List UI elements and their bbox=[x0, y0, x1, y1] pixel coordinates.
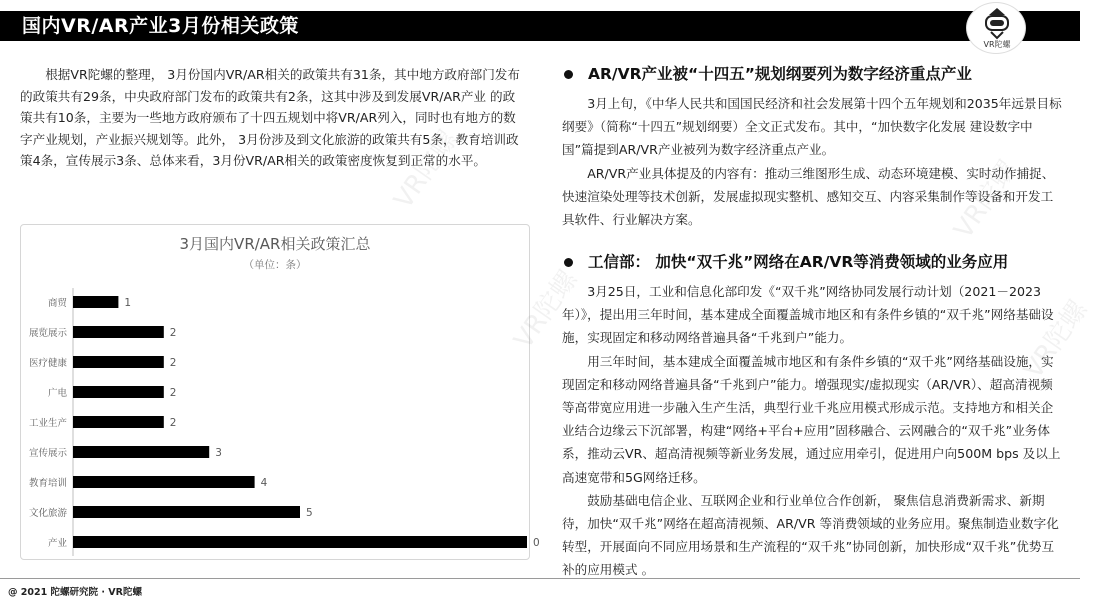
section-heading-text: 工信部： 加快“双千兆”网络在AR/VR等消费领域的业务应用 bbox=[588, 253, 1009, 271]
bar-value-label: 2 bbox=[169, 327, 177, 339]
chart-subtitle: （单位：条） bbox=[243, 259, 307, 271]
vr-headset-mascot-icon bbox=[979, 6, 1015, 40]
bar bbox=[73, 446, 209, 458]
section-heading bbox=[562, 62, 1062, 86]
bar-value-label: 4 bbox=[260, 477, 268, 489]
watermark: VR陀螺 bbox=[508, 265, 584, 355]
bullet-dot-icon bbox=[564, 70, 573, 79]
bar-value-label: 3 bbox=[215, 447, 222, 459]
footer-copyright: @ 2021 陀螺研究院 · VR陀螺 bbox=[8, 587, 142, 598]
bar bbox=[73, 416, 164, 428]
bar bbox=[73, 536, 527, 548]
bar-value-label: 2 bbox=[169, 387, 177, 399]
category-tick-label: 工业生产 bbox=[28, 418, 67, 429]
bar-value-label: 1 bbox=[124, 297, 132, 309]
paragraph: 3月上旬，《中华人民共和国国民经济和社会发展第十四个五年规划和2035年远景目标纲要》（简称“十四五”规划纲要）全文正式发布。其中，“加快数字化发展 建设数字中国”篇提到AR/VR产业被列为数字经济重点产业。 bbox=[562, 96, 1062, 158]
bar bbox=[73, 326, 164, 338]
paragraph: AR/VR产业具体提及的内容有：推动三维图形生成、动态环境建模、实时动作捕捉、快速渲染处理等技术创新，发展虚拟现实整机、感知交互、内容采集制作等设备和开发工具软件、行业解决方案。 bbox=[562, 165, 1055, 228]
category-tick-label: 产业 bbox=[47, 538, 67, 549]
bullet-dot-icon bbox=[564, 258, 573, 267]
paragraph: 用三年时间，基本建成全面覆盖城市地区和有条件乡镇的“双千兆”网络基础设施，实现固定和移动网络普遍具备“千兆到户”能力。增强现实/虚拟现实（AR/VR）、超高清视频等高带宽应用进一步融入生产生活，典型行业千兆应用模式形成示范。支持地方和相关企业结合边缘云下沉部署，构建“网络+平台+应用”固移融合、云网融合的“双千兆”业务体系，推动云VR、超高清视频等新业务发展，通过应用牵引，促进用户向500M bps 及以上高速宽带和5G网络迁移。 bbox=[562, 353, 1061, 485]
header-bar bbox=[0, 11, 1080, 41]
bar-value-label: 2 bbox=[169, 417, 177, 429]
policy-summary-chart bbox=[20, 224, 540, 560]
brand-logo bbox=[966, 2, 1026, 54]
chart-title: 3月国内VR/AR相关政策汇总 bbox=[179, 235, 371, 253]
paragraph: 3月25日，工业和信息化部印发《“双千兆”网络协同发展行动计划（2021－2023年）》，提出用三年时间，基本建成全面覆盖城市地区和有条件乡镇的“双千兆”网络基础设施，实现固定和移动网络普遍具备“千兆到户”能力。 bbox=[562, 284, 1054, 346]
section-ar-vr-digital-economy bbox=[562, 62, 1062, 231]
category-tick-label: 展览展示 bbox=[28, 328, 67, 339]
bar bbox=[73, 476, 255, 488]
bar-chart-canvas bbox=[21, 225, 540, 561]
category-tick-label: 教育培训 bbox=[28, 478, 67, 489]
intro-paragraph: 根据VR陀螺的整理， 3月份国内VR/AR相关的政策共有31条，其中地方政府部门发布 的政策共有29条，中央政府部门发布的政策共有2条，这其中涉及到发展VR/AR产业 的政策共有10条，主要为一些地方政府颁布了十四五规划中将VR/AR列入，同时也有地方的数字产业规划，产业振兴规划等。此外， 3月份涉及到文化旅游的政策共有5条，教育培训政策4条，宣传展示3条、总体来看，3月份VR/AR相关的政策密度恢复到正常的水平。 bbox=[20, 67, 520, 169]
category-tick-label: 医疗健康 bbox=[28, 358, 67, 369]
watermark: VR陀螺 bbox=[388, 125, 464, 215]
logo-text: VR陀螺 bbox=[983, 40, 1011, 49]
paragraph: 鼓励基础电信企业、互联网企业和行业单位合作创新， 聚焦信息消费新需求、新期待，加快“双千兆”网络在超高清视频、AR/VR 等消费领域的业务应用。聚焦制造业数字化转型，开展面向不同应用场景和生产流程的“双千兆”协同创新，加快形成“双千兆”优势互补的应用模式 。 bbox=[562, 492, 1059, 578]
page-title: 国内VR/AR产业3月份相关政策 bbox=[22, 15, 299, 37]
category-tick-label: 商贸 bbox=[47, 298, 67, 309]
section-miit-dual-gigabit bbox=[562, 250, 1062, 582]
bar bbox=[73, 356, 164, 368]
section-heading bbox=[562, 250, 1062, 274]
category-tick-label: 宣传展示 bbox=[28, 448, 67, 459]
section-heading-text: AR/VR产业被“十四五”规划纲要列为数字经济重点产业 bbox=[588, 65, 972, 83]
bar-value-label: 2 bbox=[169, 357, 177, 369]
bar bbox=[73, 506, 300, 518]
bar bbox=[73, 386, 164, 398]
category-tick-label: 文化旅游 bbox=[28, 508, 67, 519]
watermark: VR陀螺 bbox=[948, 155, 1024, 245]
bar bbox=[73, 296, 118, 308]
category-tick-label: 广电 bbox=[47, 388, 67, 399]
footer-divider bbox=[0, 578, 1080, 579]
watermark: VR陀螺 bbox=[1018, 295, 1094, 385]
bar-value-label: 5 bbox=[306, 507, 313, 519]
bar-value-label: 0 bbox=[533, 537, 540, 549]
